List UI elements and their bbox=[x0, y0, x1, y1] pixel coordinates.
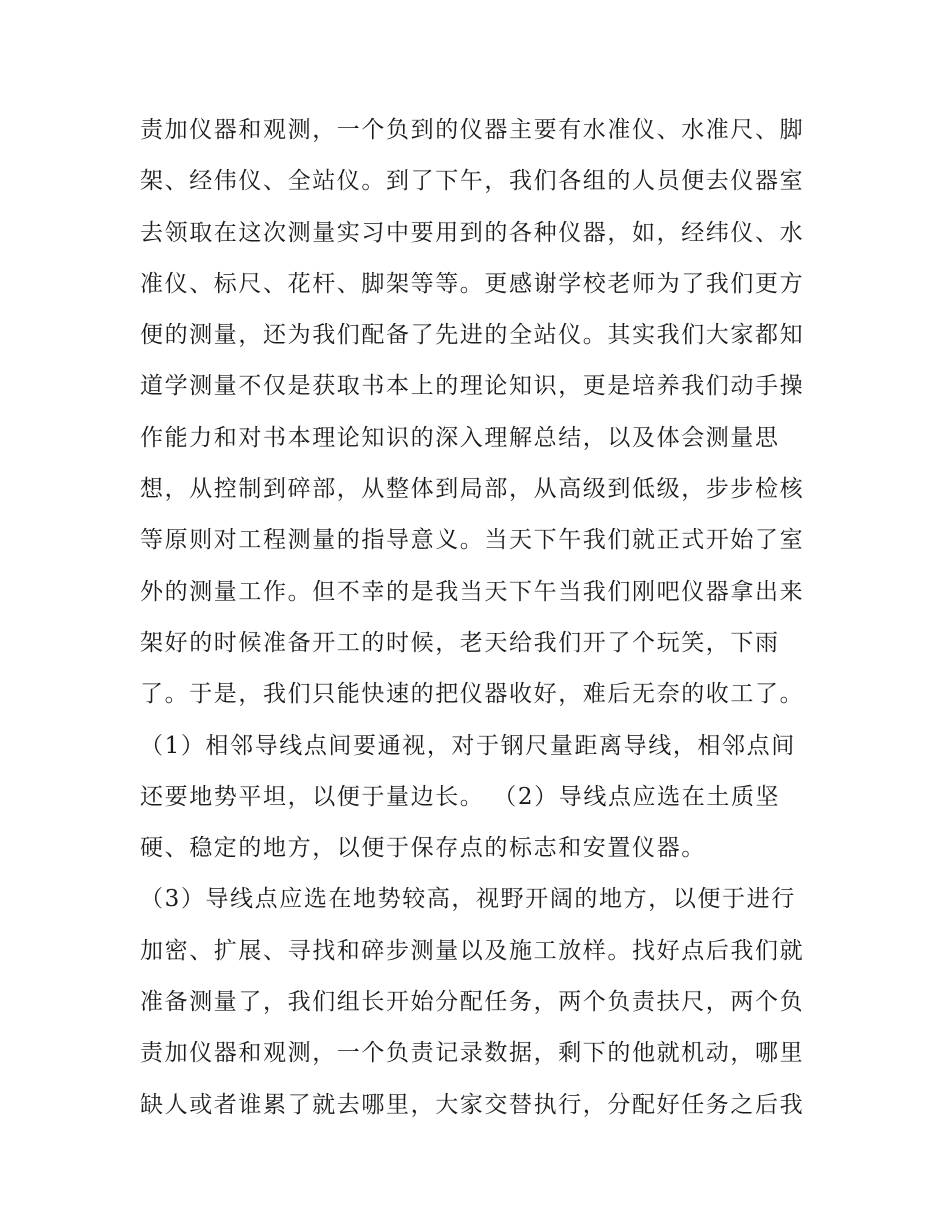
body-text bbox=[140, 108, 820, 1134]
text-line: 准仪、标尺、花杆、脚架等等。更感谢学校老师为了我们更方 bbox=[140, 270, 805, 297]
text-line: （1）相邻导线点间要通视，对于钢尺量距离导线，相邻点间 bbox=[140, 732, 796, 759]
text-line: 去领取在这次测量实习中要用到的各种仪器，如，经纬仪、水 bbox=[140, 219, 805, 246]
text-line: 加密、扩展、寻找和碎步测量以及施工放样。找好点后我们就 bbox=[140, 937, 805, 964]
text-line: 等原则对工程测量的指导意义。当天下午我们就正式开始了室 bbox=[140, 527, 805, 554]
text-line: 作能力和对书本理论知识的深入理解总结，以及体会测量思 bbox=[140, 424, 780, 451]
text-line: （3）导线点应选在地势较高，视野开阔的地方，以便于进行 bbox=[140, 886, 796, 913]
text-line: 想，从控制到碎部，从整体到局部，从高级到低级，步步检核 bbox=[140, 476, 805, 503]
text-line: 便的测量，还为我们配备了先进的全站仪。其实我们大家都知 bbox=[140, 322, 805, 349]
text-line: 责加仪器和观测，一个负责记录数据，剩下的他就机动，哪里 bbox=[140, 1040, 805, 1067]
text-line: 准备测量了，我们组长开始分配任务，两个负责扶尺，两个负 bbox=[140, 989, 805, 1016]
text-line: 缺人或者谁累了就去哪里，大家交替执行，分配好任务之后我 bbox=[140, 1091, 805, 1118]
text-line: 道学测量不仅是获取书本上的理论知识，更是培养我们动手操 bbox=[140, 373, 805, 400]
text-line: 架、经伟仪、全站仪。到了下午，我们各组的人员便去仪器室 bbox=[140, 168, 805, 195]
text-line: 架好的时候准备开工的时候，老天给我们开了个玩笑，下雨 bbox=[140, 629, 780, 656]
text-line: 还要地势平坦，以便于量边长。 （2）导线点应选在土质坚 bbox=[140, 783, 781, 810]
text-line: 硬、稳定的地方，以便于保存点的标志和安置仪器。 bbox=[140, 835, 706, 862]
text-line: 外的测量工作。但不幸的是我当天下午当我们刚吧仪器拿出来 bbox=[140, 578, 805, 605]
text-line: 了。于是，我们只能快速的把仪器收好，难后无奈的收工了。 bbox=[140, 681, 805, 708]
text-line: 责加仪器和观测，一个负到的仪器主要有水准仪、水准尺、脚 bbox=[140, 117, 805, 143]
